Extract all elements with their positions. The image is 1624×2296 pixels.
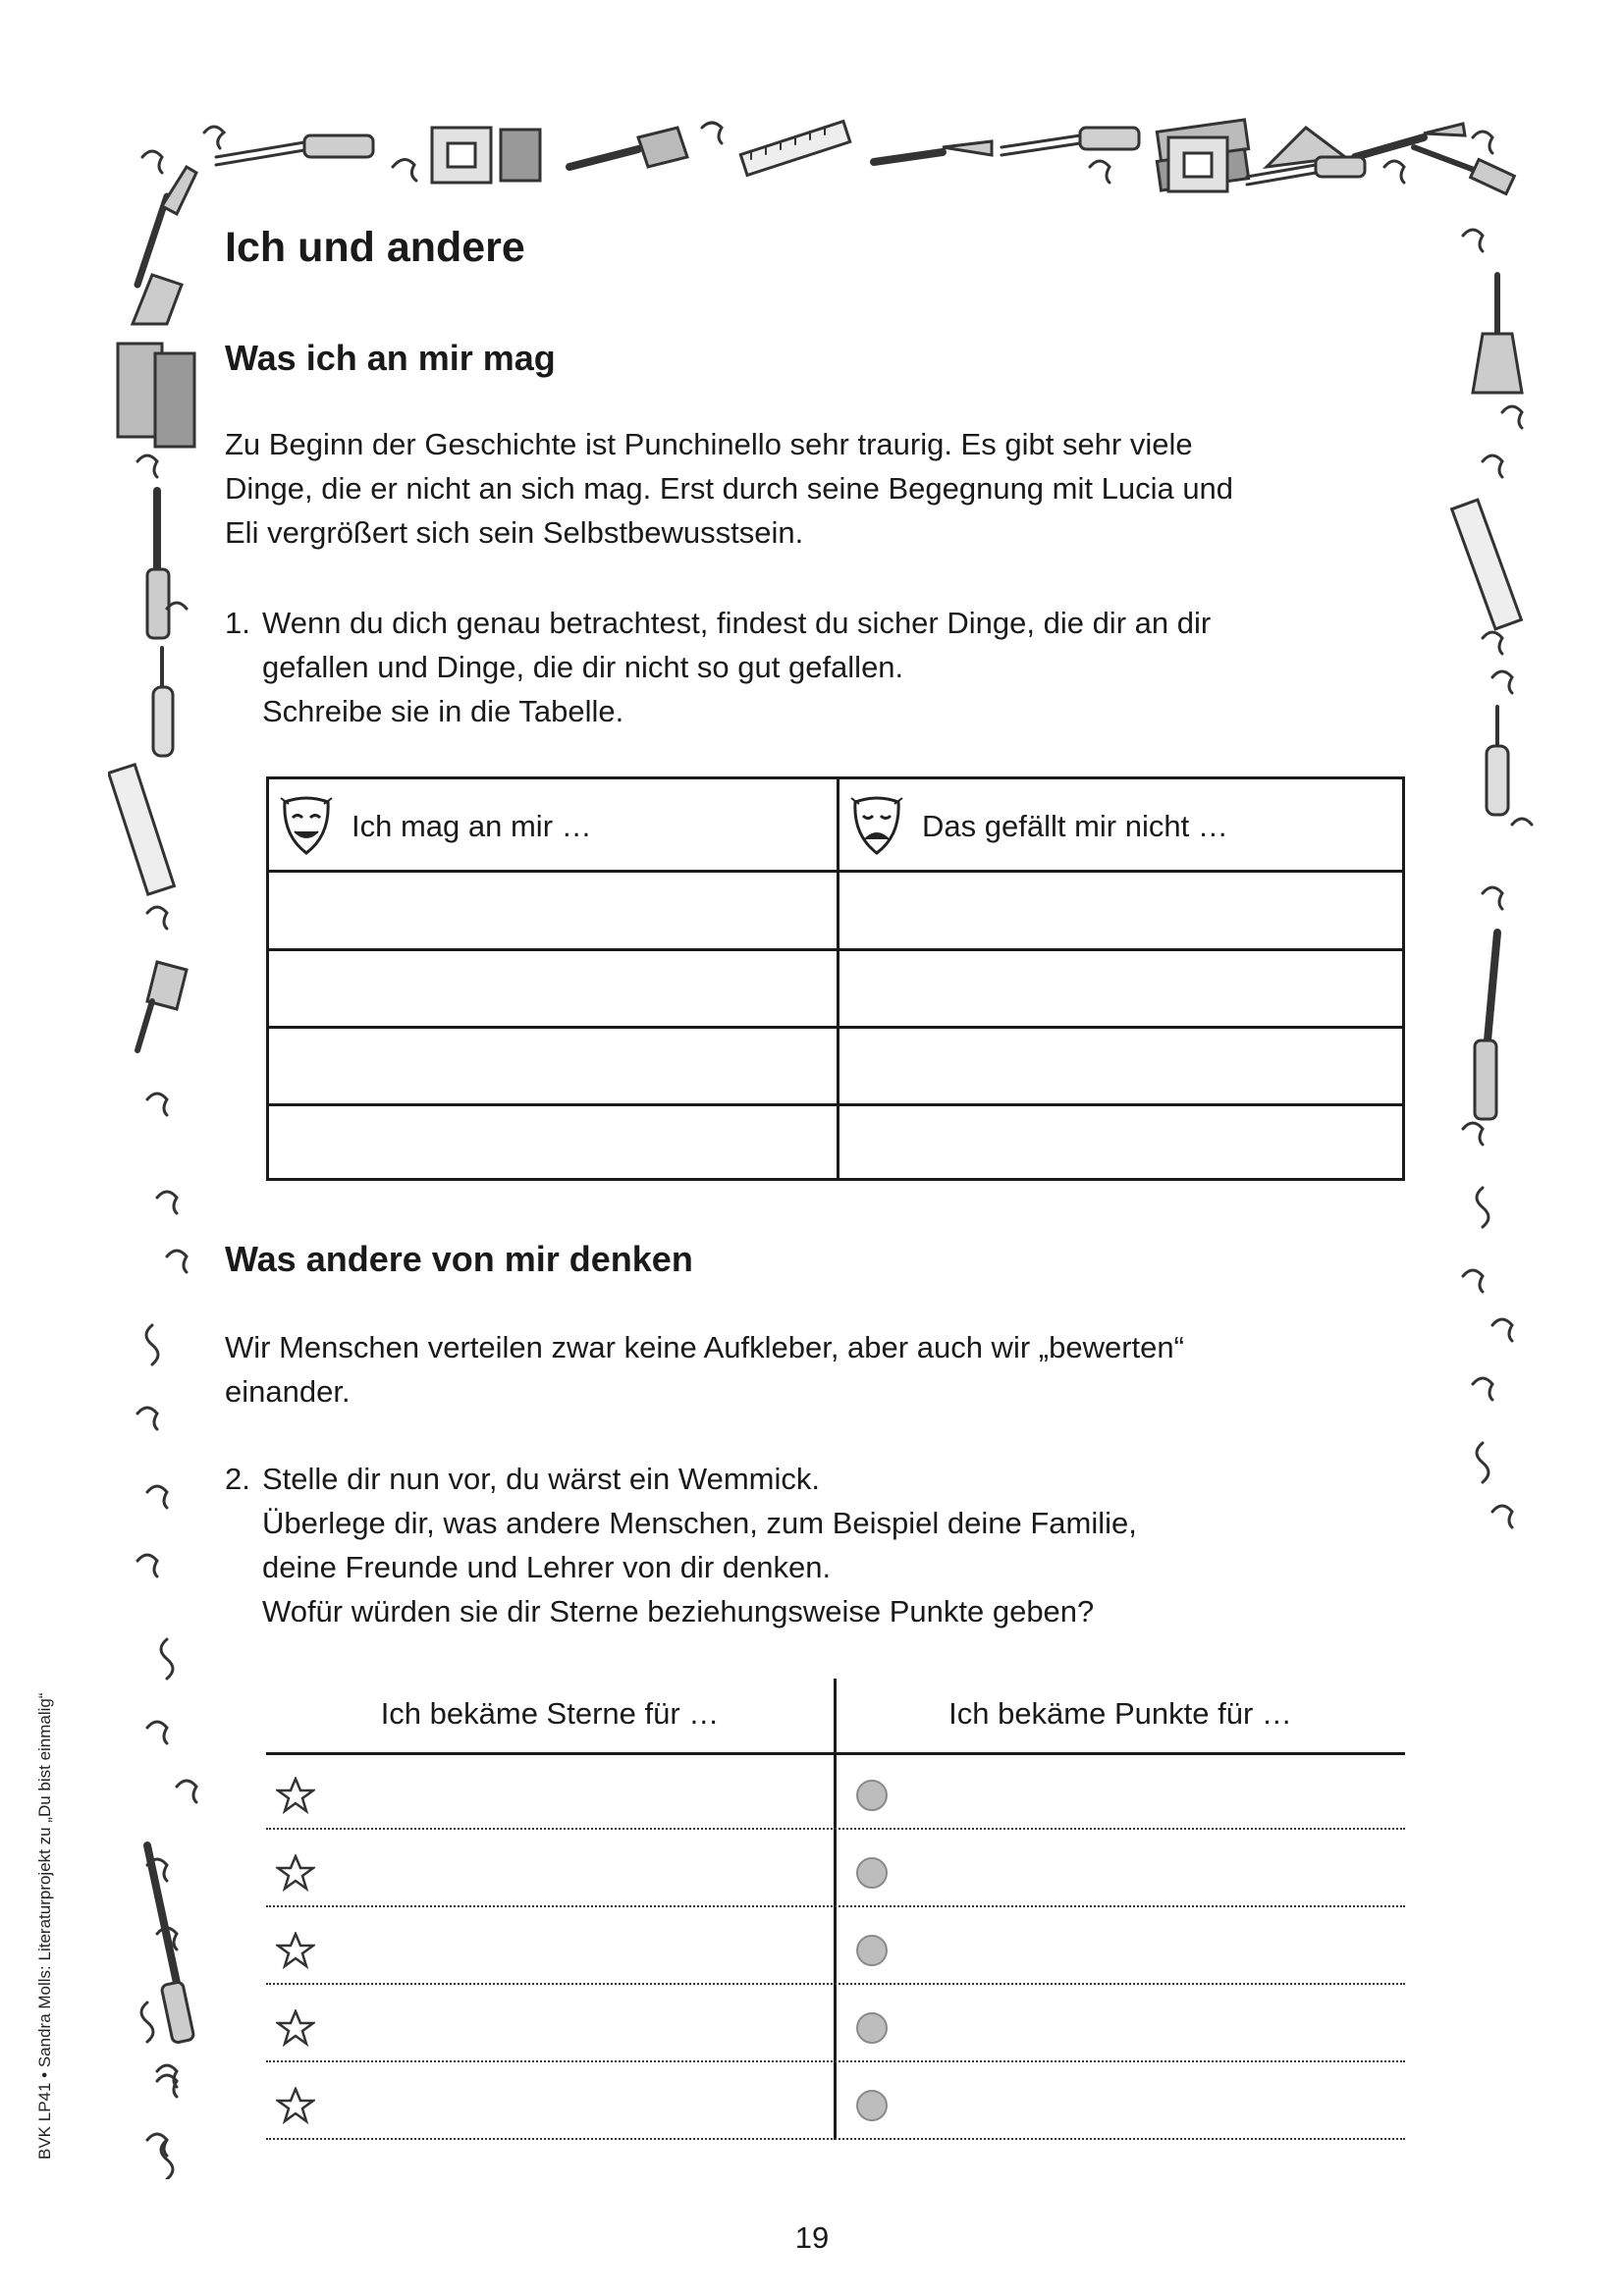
page-number: 19 bbox=[794, 2220, 830, 2255]
task-line: gefallen und Dinge, die dir nicht so gut gefallen. bbox=[262, 650, 904, 684]
task-line: Wofür würden sie dir Sterne beziehungsweise Punkte geben? bbox=[262, 1594, 1095, 1629]
task-line: Überlege dir, was andere Menschen, zum Beispiel deine Familie, bbox=[262, 1506, 1137, 1540]
answer-line bbox=[266, 2138, 1405, 2140]
table-row-line bbox=[269, 1103, 1402, 1106]
task-line: Wenn du dich genau betrachtest, findest du sicher Dinge, die dir an dir bbox=[262, 606, 1212, 640]
task-line: Schreibe sie in die Tabelle. bbox=[262, 694, 624, 728]
stars-dots-table bbox=[266, 1679, 1405, 2140]
task-2 bbox=[225, 1457, 1137, 1633]
table-header-line bbox=[266, 1752, 1405, 1755]
right-border-decoration bbox=[1443, 216, 1551, 1551]
grey-dot-icon bbox=[856, 2090, 888, 2121]
grey-dot-icon bbox=[856, 1857, 888, 1889]
star-icon bbox=[276, 1932, 315, 1969]
grey-dot-icon bbox=[856, 1780, 888, 1811]
section1-heading: Was ich an mir mag bbox=[225, 338, 556, 378]
section2-heading: Was andere von mir denken bbox=[225, 1239, 693, 1279]
col-header-like-label: Ich mag an mir … bbox=[352, 808, 592, 843]
sad-mask-icon bbox=[849, 794, 904, 859]
page-title: Ich und andere bbox=[225, 224, 525, 271]
side-note: BVK LP41 • Sandra Molls: Literaturprojekt zu „Du bist einmalig“ bbox=[35, 1692, 54, 2160]
col-header-dots: Ich bekäme Punkte für … bbox=[948, 1696, 1292, 1731]
table-divider bbox=[834, 1679, 837, 2140]
star-icon bbox=[276, 1777, 315, 1814]
task-line: Stelle dir nun vor, du wärst ein Wemmick. bbox=[262, 1462, 820, 1496]
answer-line bbox=[266, 1905, 1405, 1907]
intro-line: Dinge, die er nicht an sich mag. Erst durch seine Begegnung mit Lucia und bbox=[225, 471, 1234, 506]
intro-line: Wir Menschen verteilen zwar keine Aufkleber, aber auch wir „bewerten“ bbox=[225, 1330, 1184, 1364]
col-header-like bbox=[269, 779, 837, 873]
star-icon bbox=[276, 2087, 315, 2124]
grey-dot-icon bbox=[856, 2012, 888, 2044]
section2-intro bbox=[225, 1325, 1184, 1414]
happy-mask-icon bbox=[279, 794, 334, 859]
answer-line bbox=[266, 1828, 1405, 1830]
star-icon bbox=[276, 1854, 315, 1892]
task-number: 2. bbox=[225, 1462, 250, 1496]
intro-line: Eli vergrößert sich sein Selbstbewusstsein. bbox=[225, 515, 804, 550]
grey-dot-icon bbox=[856, 1935, 888, 1966]
task-line: deine Freunde und Lehrer von dir denken. bbox=[262, 1550, 832, 1584]
intro-line: einander. bbox=[225, 1374, 351, 1409]
answer-line bbox=[266, 1983, 1405, 1985]
section1-intro bbox=[225, 422, 1233, 555]
col-header-stars: Ich bekäme Sterne für … bbox=[380, 1696, 720, 1731]
table-row-line bbox=[269, 948, 1402, 951]
left-border-decoration-lower bbox=[128, 1845, 216, 2179]
task-number: 1. bbox=[225, 606, 250, 640]
task-1 bbox=[225, 601, 1211, 733]
col-header-dislike-label: Das gefällt mir nicht … bbox=[922, 808, 1228, 843]
intro-line: Zu Beginn der Geschichte ist Punchinello sehr traurig. Es gibt sehr viele bbox=[225, 427, 1193, 461]
star-icon bbox=[276, 2009, 315, 2047]
likes-dislikes-table bbox=[266, 776, 1405, 1181]
table-row-line bbox=[269, 1026, 1402, 1029]
answer-line bbox=[266, 2060, 1405, 2062]
col-header-dislike bbox=[839, 779, 1405, 873]
top-border-decoration-right bbox=[1080, 128, 1532, 206]
